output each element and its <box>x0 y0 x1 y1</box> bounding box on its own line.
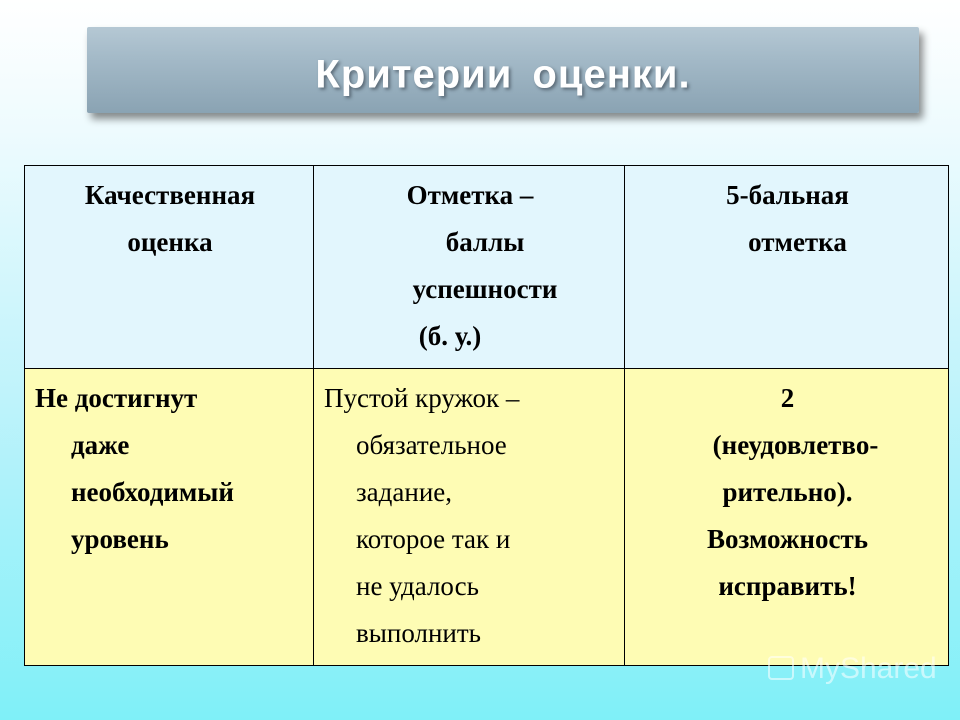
criteria-table <box>24 165 949 666</box>
quality-line: Не достигнут <box>35 383 198 413</box>
mark-line: которое так и <box>356 524 511 554</box>
watermark <box>768 652 937 686</box>
table-row <box>25 369 949 666</box>
header-mark-line: успешности <box>412 274 558 304</box>
mark-line: выполнить <box>356 618 481 648</box>
header-grade-line: отметка <box>748 227 847 257</box>
slide-title: Критерии оценки. <box>315 52 691 97</box>
mark-line: обязательное <box>356 430 507 460</box>
grade-line: (неудовлетво- <box>712 430 879 460</box>
quality-line: даже <box>71 430 130 460</box>
grade-line: 2 <box>780 383 795 413</box>
header-mark-line: Отметка – <box>406 180 534 210</box>
mark-line: Пустой кружок – <box>324 383 520 413</box>
quality-cell <box>25 369 314 666</box>
myshared-logo-icon <box>768 656 794 680</box>
mark-line: задание, <box>356 477 453 507</box>
quality-line: необходимый <box>71 477 234 507</box>
header-mark-cell <box>314 166 625 369</box>
header-quality-line: Качественная <box>84 180 256 210</box>
grade-line: Возможность <box>707 524 868 554</box>
header-quality-line: оценка <box>127 227 213 257</box>
header-mark-line: баллы <box>445 227 525 257</box>
quality-line: уровень <box>71 524 169 554</box>
mark-line: не удалось <box>356 571 479 601</box>
grade-line: рительно). <box>722 477 853 507</box>
mark-cell <box>314 369 625 666</box>
watermark-text: MyShared <box>800 652 937 685</box>
header-grade-cell <box>625 166 949 369</box>
grade-cell <box>625 369 949 666</box>
table-header-row <box>25 166 949 369</box>
header-quality-cell <box>25 166 314 369</box>
grade-line: исправить! <box>718 571 857 601</box>
header-mark-line: (б. у.) <box>418 321 482 351</box>
title-banner <box>87 27 919 113</box>
header-grade-line: 5-бальная <box>726 180 849 210</box>
